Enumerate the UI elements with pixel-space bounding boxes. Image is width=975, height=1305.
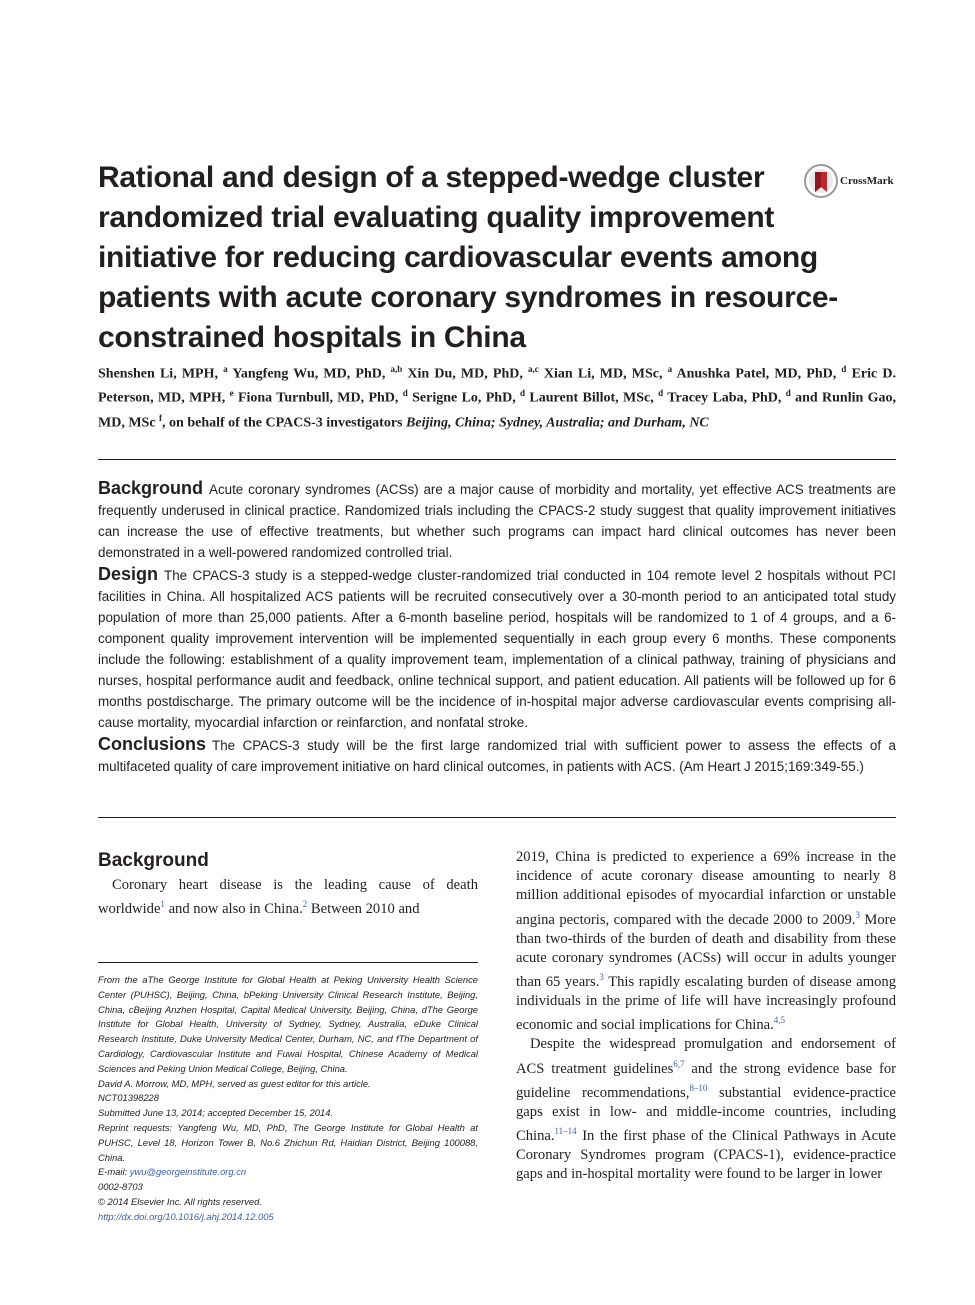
email-line: [98, 1165, 478, 1180]
crossmark-badge[interactable]: [804, 162, 894, 200]
reference-link[interactable]: 1: [160, 899, 165, 910]
affiliation-mark: d: [841, 364, 847, 374]
affiliation-mark: a: [223, 364, 228, 374]
abstract-text: The CPACS-3 study is a stepped-wedge cluster-randomized trial conducted in 104 remote level 2 hospitals without PCI facilities in China. All hospitalized ACS patients will be recruited consecutively over a 30-month period to an anticipated total study population of more than 25,000 patients. After a 6-month baseline period, hospitals will be randomized to 1 of 4 groups, and a 6-component quality improvement intervention will be implemented sequentially in each group every 6 months. These components include the following: establishment of a quality improvement team, implementation of a clinical pathway, training of physicians and nurses, hospital performance audit and feedback, online technical support, and patient education. All patients will be followed up for 6 months postdischarge. The primary outcome will be the incidence of in-hospital major adverse cardiovascular events comprising all-cause mortality, myocardial infarction or reinfarction, and nonfatal stroke.: [98, 568, 896, 730]
crossmark-label: CrossMark: [840, 175, 894, 187]
abstract-heading: Background: [98, 478, 204, 498]
abstract-text: Acute coronary syndromes (ACSs) are a major cause of morbidity and mortality, yet effective ACS treatments are frequently underused in clinical practice. Randomized trials including the CPACS-2 study suggest that quality improvement initiatives can increase the use of effective treatments, but whether such programs can impact hard clinical outcomes has never been demonstrated in a well-powered randomized controlled trial.: [98, 482, 896, 560]
body-text: Coronary heart disease is the leading cause of death worldwide: [98, 877, 478, 918]
affiliation-mark: d: [520, 388, 526, 399]
issn: 0002-8703: [98, 1181, 143, 1193]
author: Fiona Turnbull, MD, PhD,: [237, 390, 399, 406]
author: and Runlin Gao, MD, MSc: [98, 390, 896, 431]
body-text: More than two-thirds of the burden of death and disability from these acute coronary syndromes (ACSs) will occur in adults younger than 65 years.: [516, 911, 897, 990]
body-paragraph: [98, 876, 478, 919]
reference-link[interactable]: 4,5: [773, 1015, 786, 1026]
body-text: Despite the widespread promulgation and endorsement of ACS treatment guidelines: [516, 1036, 896, 1077]
body-text: This rapidly escalating burden of disease among individuals in the prime of life will have increasingly profound economic and social implications for China.: [516, 973, 896, 1034]
body-text: In the first phase of the Clinical Pathways in Acute Coronary Syndromes program (CPACS-1), evidence-practice gaps and in-hospital mortality were found to be larger in lower: [516, 1127, 896, 1183]
reference-link[interactable]: 2: [302, 899, 308, 910]
editor-footnote: David A. Morrow, MD, MPH, served as guest editor for this article.: [98, 1077, 371, 1089]
affiliation-mark: e: [229, 388, 234, 399]
reference-link[interactable]: 6,7: [673, 1058, 685, 1069]
section-heading: Background: [98, 850, 209, 871]
affiliation-mark: a,b: [390, 364, 403, 374]
affiliation-mark: d: [402, 388, 408, 399]
title-block: [98, 158, 898, 358]
email-label: E-mail:: [98, 1166, 130, 1178]
author: Xian Li, MD, MSc,: [543, 366, 663, 382]
abstract-conclusions: [98, 734, 896, 777]
author: Eric D. Peterson, MD, MPH,: [98, 366, 897, 406]
reprint-requests: Reprint requests: Yangfeng Wu, MD, PhD, The George Institute for Global Health at PUHSC, Level 18, Horizon Tower B, No.6 Zhichun Rd, Haidian District, Beijing 100088, China.: [98, 1121, 478, 1163]
body-paragraph: [516, 1035, 896, 1184]
abstract-background: [98, 478, 896, 563]
author: Tracey Laba, PhD,: [667, 390, 782, 406]
submission-dates: Submitted June 13, 2014; accepted December 15, 2014.: [98, 1107, 334, 1119]
reference-link[interactable]: 3: [599, 972, 604, 983]
right-column: [516, 848, 896, 1184]
abstract-top-rule: [98, 459, 896, 460]
footnotes: [98, 973, 478, 1225]
affiliation-mark: a: [667, 364, 673, 374]
body-text: Between 2010 and: [307, 901, 420, 918]
affiliations-footnote: From the aThe George Institute for Global Health at Peking University Health Science Center (PUHSC), Beijing, China, bPeking University Clinical Research Institute, Beijing, China, cBeijing Anzhen Hospital, Capital Medical University, Beijing, China, dThe George Institute for Global Health, University of Sydney, Sydney, Australia, eDuke Clinical Research Institute, Duke University Medical Center, Durham, NC, and fThe Department of Cardiology, Cardiovascular Institute and Fuwai Hospital, Chinese Academy of Medical Sciences and Peking Union Medical College, Beijing, China.: [98, 974, 478, 1074]
abstract-design: [98, 564, 896, 733]
reference-link[interactable]: 3: [855, 909, 860, 920]
author: Xin Du, MD, PhD,: [407, 366, 523, 382]
body-text: 2019, China is predicted to experience a 69% increase in the incidence of acute coronary disease amounting to nearly 8 million additional episodes of myocardial infarction or unstable angina pectoris, compared with the decade 2000 to 2009.: [516, 849, 896, 928]
behalf-note: , on behalf of the CPACS-3 investigators: [162, 415, 403, 431]
doi-link[interactable]: http://dx.doi.org/10.1016/j.ahj.2014.12.005: [98, 1210, 274, 1222]
email-link[interactable]: ywu@georgeinstitute.org.cn: [129, 1166, 247, 1178]
footnote-rule: [98, 962, 478, 963]
affiliation-mark: a,c: [528, 364, 539, 374]
copyright: © 2014 Elsevier Inc. All rights reserved.: [98, 1195, 262, 1207]
abstract-heading: Conclusions: [98, 734, 207, 754]
affiliation-mark: d: [658, 388, 664, 399]
body-text: and now also in China.: [164, 901, 303, 918]
affiliation-mark: d: [785, 388, 791, 399]
affiliation-mark: f: [159, 412, 163, 423]
author: Anushka Patel, MD, PhD,: [676, 366, 837, 382]
author: Serigne Lo, PhD,: [412, 390, 516, 406]
author: Yangfeng Wu, MD, PhD,: [232, 366, 386, 382]
crossmark-icon: [804, 162, 838, 200]
body-paragraph: [516, 848, 896, 1035]
reference-link[interactable]: 8–10: [689, 1082, 708, 1093]
author-locations: Beijing, China; Sydney, Australia; and Durham, NC: [406, 415, 709, 431]
abstract-heading: Design: [98, 564, 159, 584]
author-list: [98, 360, 896, 433]
body-text: substantial evidence-practice gaps exist in low- and middle-income countries, including China.: [516, 1084, 896, 1144]
author: Shenshen Li, MPH,: [98, 366, 219, 382]
left-column: [98, 850, 478, 919]
author: Laurent Billot, MSc,: [529, 390, 654, 406]
abstract-bottom-rule: [98, 817, 896, 818]
article-title: Rational and design of a stepped-wedge cluster randomized trial evaluating quality improvement initiative for reducing cardiovascular events among patients with acute coronary syndromes in resource-constrained hospitals in China: [98, 161, 838, 354]
trial-id: NCT01398228: [98, 1092, 159, 1104]
body-text: and the strong evidence base for guideline recommendations,: [516, 1060, 896, 1101]
reference-link[interactable]: 11–14: [554, 1125, 577, 1136]
abstract-text: The CPACS-3 study will be the first large randomized trial with sufficient power to assess the effects of a multifaceted quality of care improvement initiative on hard clinical outcomes, in patients with ACS. (Am Heart J 2015;169:349-55.): [98, 738, 896, 774]
abstract: [98, 478, 896, 778]
